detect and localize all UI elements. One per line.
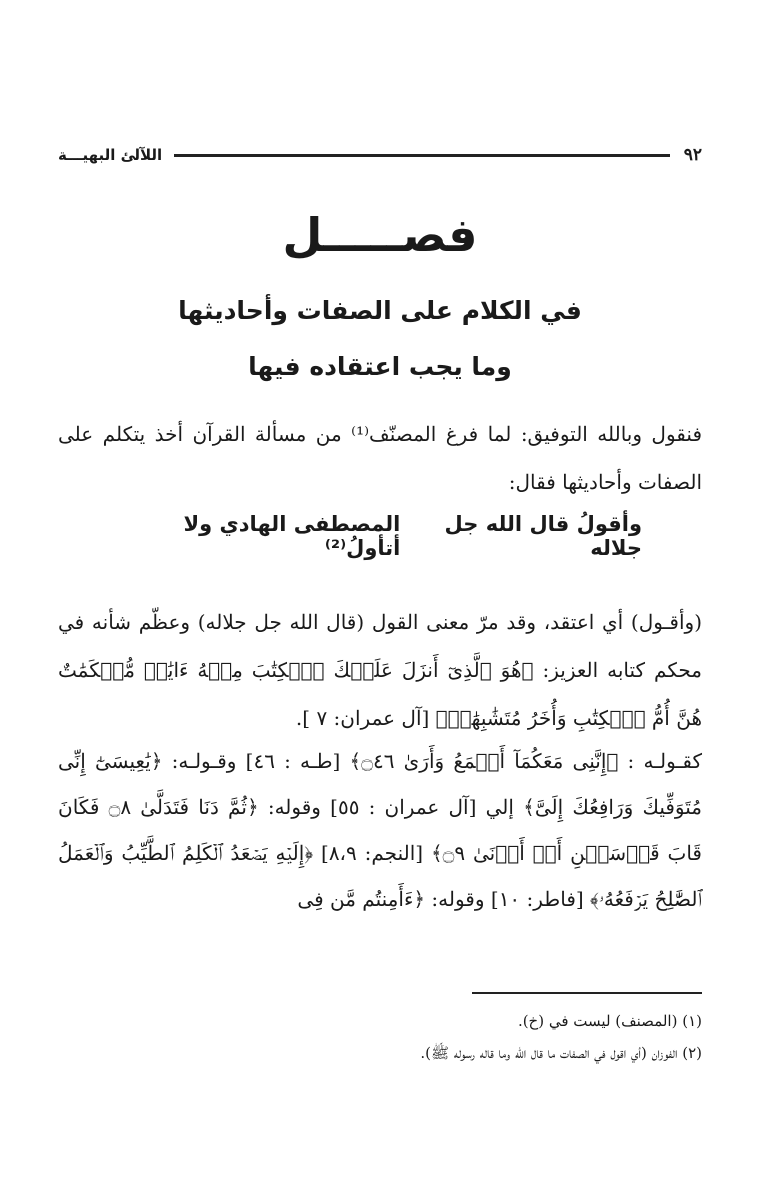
verse-first-hemistich: وأقولُ قال الله جل جلاله bbox=[444, 512, 642, 560]
footnote-2: (٢) الفوزان (أي اقول في الصفات ما قال الله وما قاله رسوله ﷺ). bbox=[420, 1044, 702, 1062]
footnote-1: (١) (المصنف) ليست في (خ). bbox=[517, 1012, 702, 1030]
section-heading: فصـــــل bbox=[282, 208, 478, 262]
paragraph-intro: فنقول وبالله التوفيق: لما فرغ المصنّف⁽¹⁾ من مسألة القرآن أخذ يتكلم على الصفات وأحاديثها فقال: bbox=[58, 422, 703, 494]
header-rule bbox=[174, 154, 670, 157]
chapter-subtitle-line2: وما يجب اعتقاده فيها bbox=[248, 352, 512, 381]
book-title: اللآلئ البهيـــة bbox=[58, 146, 163, 164]
page-number: ٩٢ bbox=[683, 145, 702, 165]
chapter-subtitle-line1: في الكلام على الصفات وأحاديثها bbox=[178, 296, 582, 325]
footnote-separator bbox=[472, 992, 702, 994]
paragraph-explanation: (وأقـول) أي اعتقد، وقد مرّ معنى القول (قال الله جل جلاله) وعظّم شأنه في محكم كتابه العزيز: ﴿هُوَ ٱلَّذِىٓ أَنزَلَ عَلَيۡكَ ٱلۡكِتَٰبَ مِنۡهُ ءَايَٰتٞ مُّحۡكَمَٰتٌ هُنَّ أُمُّ ٱلۡكِتَٰبِ وَأُخَرُ مُتَشَٰبِهَٰتٞ﴾ [آل عمران: ٧ ]. bbox=[58, 610, 702, 730]
poem-verse bbox=[118, 512, 642, 560]
paragraph-quran-verses: كقـولـه : ﴿إِنَّنِى مَعَكُمَآ أَسۡمَعُ وَأَرَىٰ ۝٤٦﴾ [طـه : ٤٦] وقـولـه: ﴿يَٰعِيسَىٰٓ إِنِّى مُتَوَفِّيكَ وَرَافِعُكَ إِلَىَّ﴾ إلي [آل عمران : ٥٥] وقوله: ﴿ثُمَّ دَنَا فَتَدَلَّىٰ ۝٨ فَكَانَ قَابَ قَوۡسَيۡنِ أَوۡ أَدۡنَىٰ ۝٩﴾ [النجم: ٨،٩] ﴿إِلَيۡهِ يَصۡعَدُ ٱلۡكَلِمُ ٱلطَّيِّبُ وَٱلۡعَمَلُ ٱلصَّٰلِحُ يَرۡفَعُهُۥ﴾ [فاطر: ١٠] وقوله: ﴿ءَأَمِنتُم مَّن فِى bbox=[58, 749, 703, 911]
running-header bbox=[58, 140, 702, 170]
verse-second-hemistich: المصطفى الهادي ولا أتأولُ⁽²⁾ bbox=[183, 512, 401, 560]
